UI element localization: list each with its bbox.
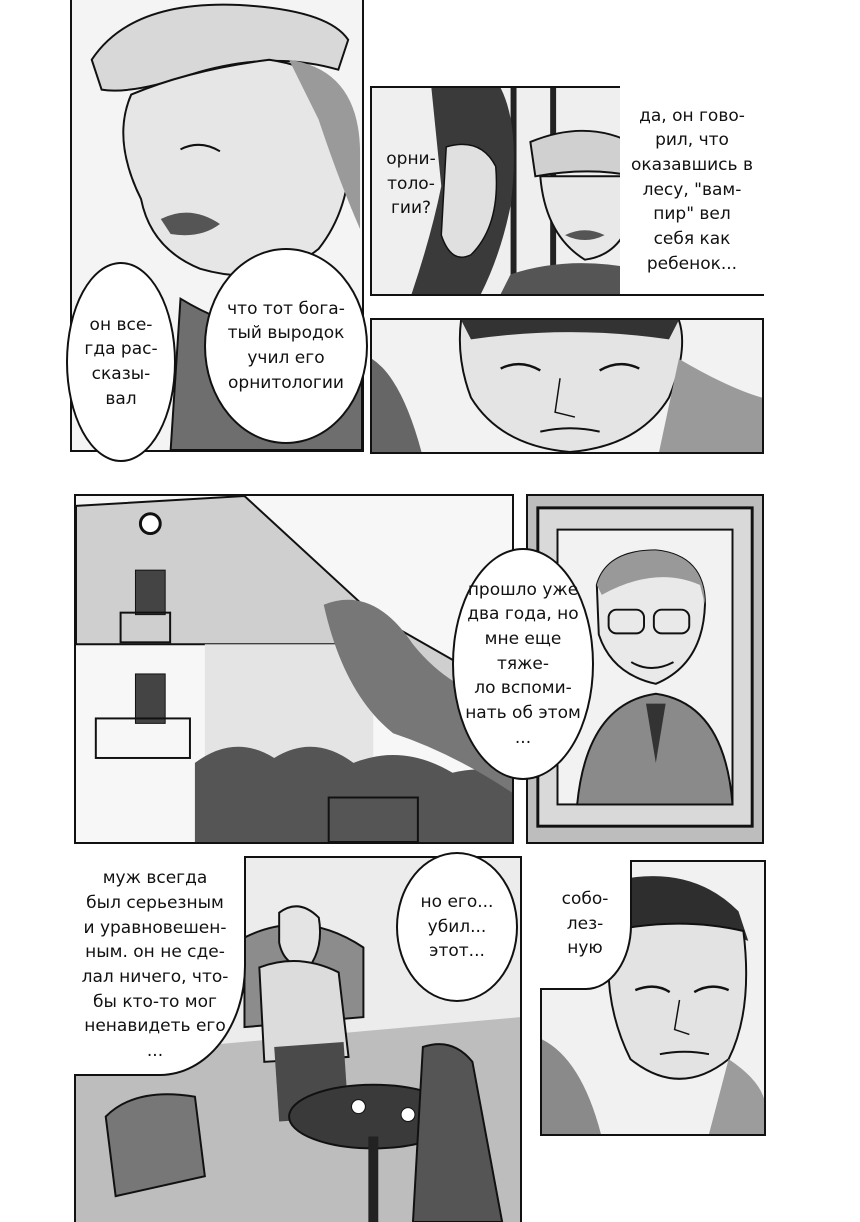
speech-bubble-two-years: прошло уже два года, но мне еще тяже- ло вспоми- нать об этом ... (452, 548, 594, 780)
detective-closeup-illustration (372, 320, 762, 452)
house-exterior-panel (74, 494, 514, 844)
speech-bubble-ornithology: орни- толо- гии? (386, 149, 436, 219)
speech-bubble-husband-serious: муж всегда был серьезным и уравновешен- ным. он не сде- лал ничего, что- бы кто-то мог ненавидеть его ... (74, 856, 246, 1076)
detective-closeup-panel (370, 318, 764, 454)
speech-bubble-vampire-child: да, он гово- рил, что оказавшись в лесу, "вам- пир" вел себя как ребенок... (620, 86, 764, 294)
speech-bubble-always-told: он все- гда рас- сказы- вал (66, 262, 176, 462)
speech-bubble-condolences: собо- лез- ную (540, 860, 632, 990)
house-exterior-illustration (76, 496, 512, 842)
speech-bubble-killed-by: но его... убил... этот... (396, 852, 518, 1002)
speech-bubble-rich-bastard: что тот бога- тый выродок учил его орнитологии (204, 248, 368, 444)
